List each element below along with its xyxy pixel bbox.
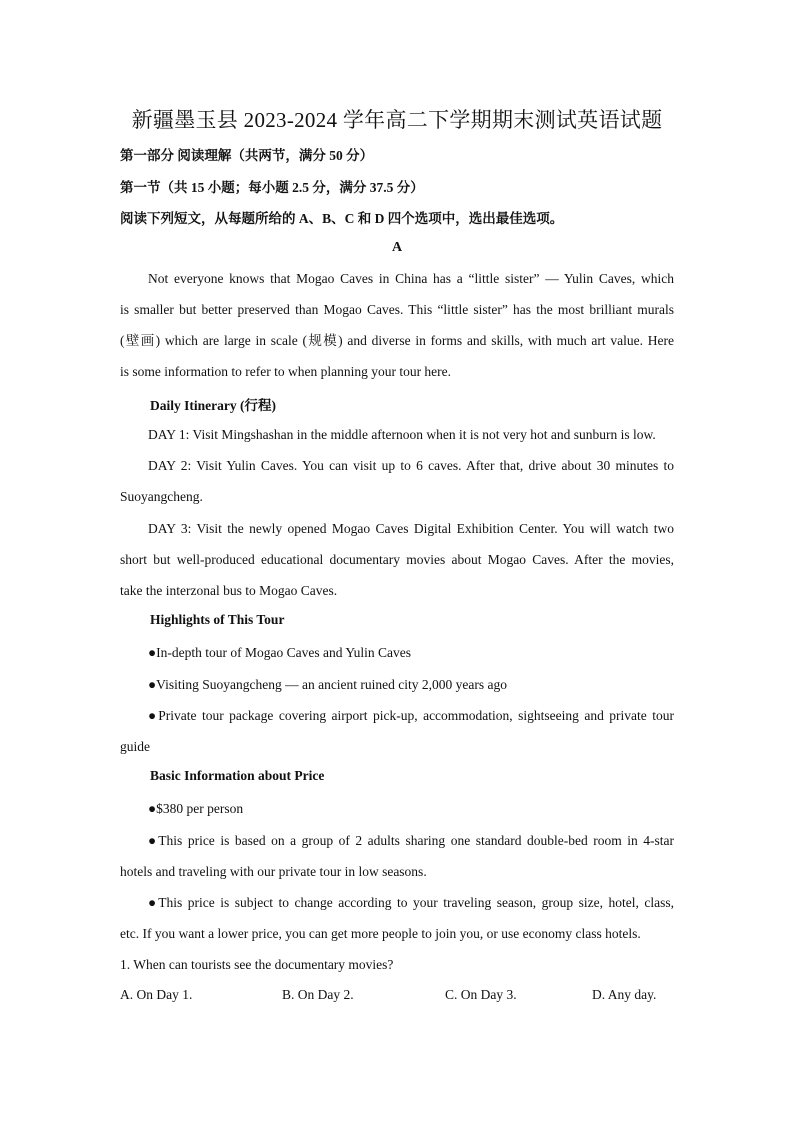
highlight-item-3-line-1: ●Private tour package covering airport pick-up, accommodation, sightseeing and private tour	[148, 708, 674, 723]
question-1-option-d: D. Any day.	[592, 987, 657, 1002]
price-item-2-line-1: ●This price is based on a group of 2 adults sharing one standard double-bed room in 4-star	[148, 833, 674, 848]
page-title: 新疆墨玉县 2023-2024 学年高二下学期期末测试英语试题	[131, 108, 663, 132]
price-item-3-line-2: etc. If you want a lower price, you can get more people to join you, or use economy class hotels.	[120, 926, 641, 941]
highlight-item-3-line-2: guide	[120, 739, 150, 754]
intro-line-1: Not everyone knows that Mogao Caves in China has a “little sister” — Yulin Caves, which	[148, 271, 674, 286]
part-heading: 第一部分 阅读理解（共两节，满分 50 分）	[120, 148, 374, 163]
highlights-heading: Highlights of This Tour	[150, 612, 285, 627]
highlight-item-2: ●Visiting Suoyangcheng — an ancient ruined city 2,000 years ago	[148, 677, 508, 692]
question-1-option-a: A. On Day 1.	[120, 987, 193, 1002]
price-item-3-line-1: ●This price is subject to change according to your traveling season, group size, hotel, class,	[148, 895, 674, 910]
intro-line-2: is smaller but better preserved than Mogao Caves. This “little sister” has the most brilliant murals	[120, 302, 674, 317]
itinerary-day3-line-1: DAY 3: Visit the newly opened Mogao Caves Digital Exhibition Center. You will watch two	[148, 521, 674, 536]
passage-letter: A	[391, 240, 403, 255]
intro-line-4: is some information to refer to when planning your tour here.	[120, 364, 452, 379]
price-heading: Basic Information about Price	[150, 768, 325, 783]
question-1-option-c: C. On Day 3.	[445, 987, 517, 1002]
price-item-2-line-2: hotels and traveling with our private tour in low seasons.	[120, 864, 427, 879]
itinerary-day3-line-3: take the interzonal bus to Mogao Caves.	[120, 583, 338, 598]
intro-line-3: (壁画) which are large in scale (规模) and diverse in forms and skills, with much art value. Here	[120, 333, 674, 348]
itinerary-day2-line-2: Suoyangcheng.	[120, 489, 203, 504]
itinerary-day2-line-1: DAY 2: Visit Yulin Caves. You can visit up to 6 caves. After that, drive about 30 minutes to	[148, 458, 674, 473]
itinerary-day3-line-2: short but well-produced educational documentary movies about Mogao Caves. After the movies,	[120, 552, 674, 567]
question-1-option-b: B. On Day 2.	[282, 987, 354, 1002]
instruction: 阅读下列短文，从每题所给的 A、B、C 和 D 四个选项中，选出最佳选项。	[120, 211, 564, 226]
question-1-stem: 1. When can tourists see the documentary movies?	[120, 957, 394, 972]
section-heading: 第一节（共 15 小题；每小题 2.5 分，满分 37.5 分）	[120, 180, 424, 195]
price-item-1: ●$380 per person	[148, 801, 244, 816]
itinerary-day1: DAY 1: Visit Mingshashan in the middle afternoon when it is not very hot and sunburn is low.	[148, 427, 656, 442]
itinerary-heading: Daily Itinerary (行程)	[150, 398, 276, 413]
highlight-item-1: ●In-depth tour of Mogao Caves and Yulin Caves	[148, 645, 411, 660]
